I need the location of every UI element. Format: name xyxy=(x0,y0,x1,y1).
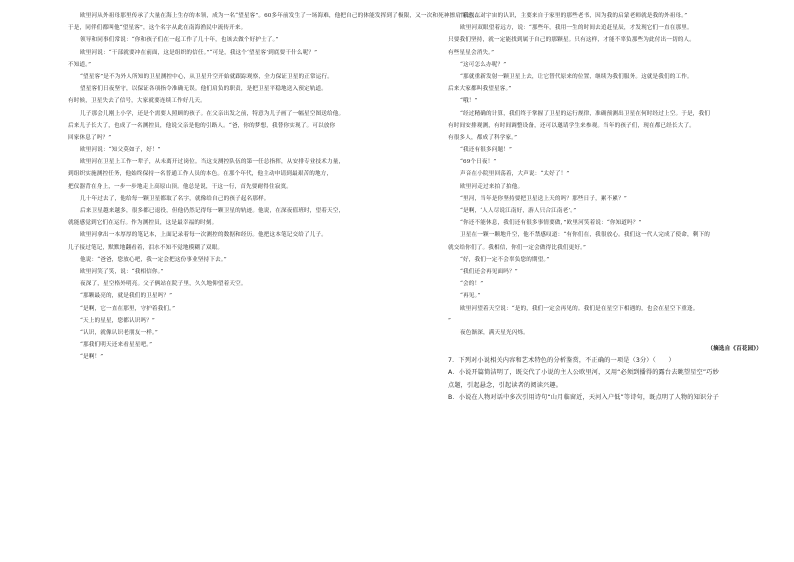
right-column-line: 欧里河走过来拍了拍他。 xyxy=(460,183,524,190)
right-column-line: “69个日夜！” xyxy=(460,159,497,166)
option-a-line-2: 点题，引起悬念，引起读者的阅读兴趣。 xyxy=(448,381,563,389)
right-text-column xyxy=(448,10,766,404)
right-column-line: 有时间安排观测，有时间调整设备，还可以邀请学生来参观。当年的孩子们，现在都已经长大了。 xyxy=(448,122,695,129)
left-column-line: “天上的星星，您都认识吗？” xyxy=(80,317,155,324)
right-column-line: 卫星在一颗一颗地升空，他不禁感叹道：“有你们在，我很放心。我们这一代人完成了使命，剩下的 xyxy=(460,232,710,239)
option-a-line-1: A．小说开篇简洁明了，既交代了小说的主人公欧里河，又用“必须到播得的露台去眺望星空”巧妙 xyxy=(448,369,719,377)
left-column-line: 回家休息了吗？” xyxy=(68,134,112,141)
right-column-line: “那就重新发射一颗卫星上去，让它替代原来的位置，继续为我们服务。这就是我们的工作。 xyxy=(460,73,693,80)
left-column-line: “望星客”是不为外人所知的卫星测控中心，从卫星升空开始就跟踪观察，全力保证卫星的正常运行。 xyxy=(80,73,334,80)
right-column-line: 就交给你们了。我相信，你们一定会做得比我们更好。” xyxy=(448,244,587,251)
right-column-line: “你还不能休息，我们还有很多事情要做，”欧里河笑着说：“你知道吗？” xyxy=(460,220,642,227)
left-column-line: “那颗最亮的，就是我们的卫星吗？” xyxy=(80,293,173,300)
right-column-line: “我们还会再见面吗？” xyxy=(460,268,518,275)
left-column-line: “认识，就像认识老朋友一样。” xyxy=(80,329,158,336)
right-column-line: “是啊，‘人人尽说江南好，游人只合江南老’。” xyxy=(460,208,577,214)
left-column-line: “是啊，它一直在那里，守护着我们。” xyxy=(80,305,176,312)
left-column-line: 望星客们日夜坚守，以保证各项指令准确无误。他们肩负的职责，是把卫星平稳地送入预定轨道。 xyxy=(80,86,327,93)
right-column-line: “这可怎么办呢？” xyxy=(460,61,507,68)
source-caption: （摘选自《百花园》） xyxy=(707,346,762,353)
left-column-line: 有时候，卫星失去了信号，大家就要连续工作好几天。 xyxy=(68,98,206,105)
left-column-line: 欧里河说：“知父莫如子，好！” xyxy=(80,147,161,154)
right-column-line: 欧里河望着天空说：“是的，我们一定会再见的。我们是在星空下相遇的，也会在星空下重逢。 xyxy=(460,305,699,312)
left-column-line: 几十年过去了，他给每一颗卫星都取了名字，就像给自己的孩子起名那样。 xyxy=(80,195,270,202)
left-column-line: 儿子接过笔记，默默地翻看着，泪水不知不觉地模糊了双眼。 xyxy=(68,244,224,251)
right-column-line: “哦！” xyxy=(460,98,478,105)
right-column-line: “我现在对宇宙的认识，主要来自于家里的那些老书，因为我的启蒙老师就是我的外祖母。” xyxy=(460,13,688,19)
right-column-line: 声音在小院里回荡着，大声说：“太好了！” xyxy=(460,171,570,178)
left-column-line: 欧里河说：“干部就要冲在前面，这是组织的信任。”“可是，我这个‘望星客’到底要干什么呢？” xyxy=(80,49,318,56)
left-column-line: “是啊！” xyxy=(80,354,104,361)
left-column-line: 欧里河拿出一本厚厚的笔记本，上面记录着每一次测控的数据和经历。他把这本笔记交给了儿子。 xyxy=(80,232,327,239)
right-column-line: 欧里河双眼望着远方，说：“那些年，我用一生的时间去追赶星辰，才发现它们一直在那里。 xyxy=(460,25,693,32)
left-column-line: 后来卫星越来越多，很多都已退役，但他仍然记得每一颗卫星的轨迹。他说，在深夜值班时，望着天空， xyxy=(80,208,345,214)
left-column-line: “那我们明天还来看星星吧。” xyxy=(80,342,153,349)
right-column-body xyxy=(448,10,766,339)
question-stem: 7．下列对小说相关内容和艺术特色的分析鉴赏，不正确的一项是（3分）（ ） xyxy=(448,357,675,365)
left-column-line: 夜深了，星空格外明亮。父子俩站在院子里，久久地仰望着天空。 xyxy=(80,281,247,288)
right-column-line: “会的！” xyxy=(460,281,484,288)
left-column-line: 欧里河在卫星上工作一辈子，从未离开过岗位。当这支测控队伍的第一任总指挥，从安排专业技术力量， xyxy=(80,159,345,166)
left-column-line: 他说：“爸爸，您放心吧，我一定会把这份事业坚持下去。” xyxy=(80,256,227,263)
left-column-line: 欧里河笑了笑，说：“我相信你。” xyxy=(80,268,164,275)
left-column-line: 欧里河从外祖母那里传承了大量在海上生存的本领，成为一名“望星客”。60多年前发生了一场海难，他把自己的体能发挥到了极限，又一次和死神擦肩而过…… xyxy=(80,13,485,19)
left-column-line: 把仪器背在身上，一步一步地走上高原山顶。他总是说，干这一行，首先要耐得住寂寞。 xyxy=(68,183,293,190)
right-column-line: “好，我们一定不会辜负您的期望。” xyxy=(460,256,550,263)
left-column-line: 后来儿子长大了，也成了一名测控员，他说父亲是他的引路人。“爸，你的梦想，我替你实现了。可以放你 xyxy=(68,122,336,129)
left-column-line: 儿子那会儿刚上小学，还是个需要人照顾的孩子。在父亲出发之前，特意为儿子画了一幅星空图送给他。 xyxy=(80,110,345,117)
left-column-line: 领导和同事们常说：“你和孩子们在一起工作了几十年，也该去做个好护士了。” xyxy=(80,37,279,44)
right-column-line: 有些星星会消失。” xyxy=(448,49,495,56)
right-column-line: “再见。” xyxy=(460,293,481,300)
right-column-line: “我还有很多问题！” xyxy=(460,147,512,154)
option-b-line-1: B．小说在人物对话中多次引用诗句“山月临窗近，天河入户低”等诗句，既点明了人物的知识分子 xyxy=(448,393,719,401)
left-column-line: 于是，同伴们都叫他“望星客”，这个名字从此在南海渔民中流传开来。 xyxy=(68,25,247,32)
right-column-line: ” xyxy=(448,317,452,324)
right-column-line: “经过精确的计算，我们终于掌握了卫星的运行规律，准确预测出卫星在何时经过上空。于是，我们 xyxy=(460,110,710,117)
left-column-line: 到组织实施测控任务，他始终保持一名普通工作人员的本色。在那个年代，他主动申请到最艰苦的地方， xyxy=(68,171,333,178)
left-column-line: 不知道。” xyxy=(68,61,92,68)
right-column-line: 只要我们坚持，就一定能找到属于自己的那颗星。只有这样，才能不辜负那些为此付出一切的人。 xyxy=(448,37,695,44)
left-column-line: 就能感觉到它们在运行。作为测控员，这是最幸福的时刻。 xyxy=(68,220,218,227)
right-column-line: “里河，当年是你坚持要把卫星送上天的吗？那些日子，累不累？” xyxy=(460,195,627,202)
right-column-line: 有很多人，都成了科学家。” xyxy=(448,134,518,141)
right-column-line: 后来大家都叫我望星客。” xyxy=(448,86,512,93)
right-column-line: 夜色渐深，满天星光闪烁。 xyxy=(460,329,529,336)
